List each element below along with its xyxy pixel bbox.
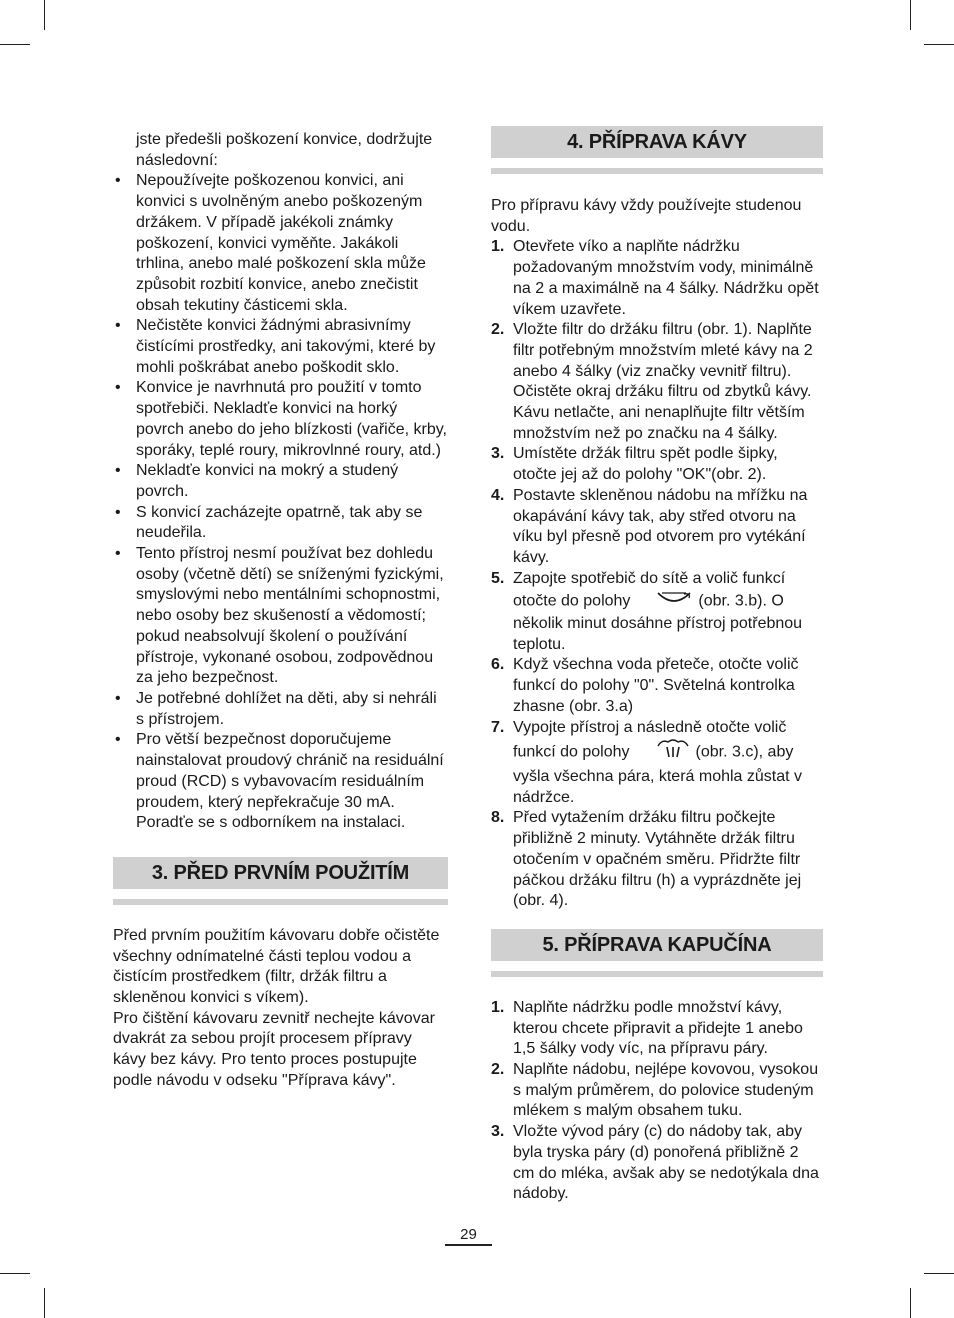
list-item: • Nekladťe konvici na mokrý a studený povrch. bbox=[113, 461, 448, 502]
crop-mark bbox=[924, 1273, 954, 1274]
list-item: 2. Naplňte nádobu, nejlépe kovovou, vysokou s malým průměrem, do polovice studeným mlékem s malým obsahem tuku. bbox=[491, 1061, 819, 1120]
section-4-heading: 4. PŘÍPRAVA KÁVY bbox=[491, 126, 823, 158]
list-item: 1. Otevřete víko a naplňte nádržku požadovaným množstvím vody, minimálně na 2 a maximálně na 4 šálky. Nádržku opět víkem uzavřete. bbox=[491, 238, 819, 318]
safety-list bbox=[113, 171, 448, 834]
list-item: 5. Zapojte spotřebič do sítě a volič funkcí otočte do polohy (obr. 3.b). O několik minut dosáhne přístroj potřebnou teplotu. bbox=[491, 569, 803, 653]
cappuccino-steps-list bbox=[491, 998, 823, 1205]
list-item: 4. Postavte skleněnou nádobu na mřížku na okapávání kávy tak, aby střed otvoru na víku byl přesně pod otvorem pro vytékání kávy. bbox=[491, 486, 808, 566]
coffee-steps-list bbox=[491, 237, 823, 912]
list-item: • Pro větší bezpečnost doporučujeme nainstalovat proudový chránič na residuální proud (RCD) s vybavovacím residuálním proudem, který nepřekračuje 30 mA. Poradťe se s odborníkem na instalaci. bbox=[113, 730, 448, 834]
list-item: 6. Když všechna voda přeteče, otočte volič funkcí do polohy "0". Světelná kontrolka zhasne (obr. 3.a) bbox=[491, 656, 799, 715]
section-3-heading: 3. PŘED PRVNÍM POUŽITÍM bbox=[113, 857, 448, 889]
crop-mark bbox=[0, 1273, 30, 1274]
right-column bbox=[491, 130, 823, 1205]
list-item: 7. Vypojte přístroj a následně otočte volič funkcí do polohy (obr. 3.c), aby vyšla všechna pára, která mohla zůstat v nádržce. bbox=[491, 718, 803, 806]
section-3-paragraph: Pro čištění kávovaru zevnitř nechejte kávovar dvakrát za sebou projít procesem přípravy kávy bez kávy. Pro tento proces postupujte podle návodu v odseku "Příprava kávy". bbox=[113, 1009, 435, 1089]
list-item: 3. Vložte vývod páry (c) do nádoby tak, aby byla tryska páry (d) ponořená přibližně 2 cm do mléka, avšak aby se nedotýkala dna nádoby. bbox=[491, 1123, 819, 1203]
list-item: 3. Umístěte držák filtru spět podle šipky, otočte jej až do polohy "OK"(obr. 2). bbox=[491, 445, 778, 484]
crop-mark bbox=[44, 1288, 45, 1318]
list-item: • Nečistěte konvici žádnými abrasivnímy čistícími prostředky, ani takovými, které by mohli poškrábat anebo poškodit sklo. bbox=[113, 316, 448, 378]
intro-text: jste předešli poškození konvice, dodržujte následovní: bbox=[136, 131, 433, 169]
section-3-paragraph: Před prvním použitím kávovaru dobře očistěte všechny odnímatelné části teplou vodou a čistícím prostředkem (filtr, držák filtru a skleněnou konvici s víkem). bbox=[113, 926, 440, 1007]
list-item: • Nepoužívejte poškozenou konvici, ani konvici s uvolněným anebo poškozeným držákem. V případě jakékoli známky poškození, konvici vyměňte. Jakákoli trhlina, anebo malé poškození skla může způsobit rozbití konvice, anebo znečistit obsah tekutiny částicemi skla. bbox=[113, 171, 448, 316]
list-item: 2. Vložte filtr do držáku filtru (obr. 1). Naplňte filtr potřebným množstvím mleté kávy na 2 anebo 4 šálky (viz značky vevnitř filtru). Očistěte okraj držáku filtru od zbytků kávy. Kávu netlačte, ani nenaplňujte filtr větším množstvím než po značku na 4 šálky. bbox=[491, 321, 813, 442]
section-5-heading: 5. PŘÍPRAVA KAPUČÍNA bbox=[491, 929, 823, 961]
coffee-cup-icon bbox=[656, 589, 692, 614]
section-4-intro: Pro přípravu kávy vždy používejte studenou vodu. bbox=[491, 197, 802, 235]
crop-mark bbox=[910, 0, 911, 30]
crop-mark bbox=[910, 1288, 911, 1318]
list-item: • S konvicí zacházejte opatrně, tak aby se neudeřila. bbox=[113, 503, 448, 544]
left-column bbox=[113, 130, 448, 1092]
crop-mark bbox=[44, 0, 45, 30]
list-item: • Je potřebné dohlížet na děti, aby si nehráli s přístrojem. bbox=[113, 689, 448, 730]
list-item: 1. Naplňte nádržku podle množství kávy, kterou chcete připravit a přidejte 1 anebo 1,5 šálky vody víc, na přípravu páry. bbox=[491, 998, 803, 1058]
list-item: • Konvice je navrhnutá pro použití v tomto spotřebiči. Nekladťe konvici na horký povrch anebo do jeho blízkosti (vařiče, krby, sporáky, teplé roury, mikrovlnné roury, atd.) bbox=[113, 378, 448, 461]
steam-icon bbox=[656, 738, 690, 767]
list-item: • Tento přístroj nesmí používat bez dohledu osoby (včetně dětí) se sníženými fyzickými, smyslovými nebo mentálními schopnostmi, nebo osoby bez skušeností a vědomostí; pokud neabsolvují školení o používání přístroje, vykonané osobou, zodpovědnou za jeho bezpečnost. bbox=[113, 544, 448, 689]
crop-mark bbox=[924, 44, 954, 45]
list-item: 8. Před vytažením držáku filtru počkejte přibližně 2 minuty. Vytáhněte držák filtru otočením v opačném směru. Přidržte filtr páčkou držáku filtru (h) a vyprázdněte jej (obr. 4). bbox=[491, 809, 802, 910]
page-number: 29 bbox=[445, 1226, 492, 1246]
crop-mark bbox=[0, 44, 30, 45]
